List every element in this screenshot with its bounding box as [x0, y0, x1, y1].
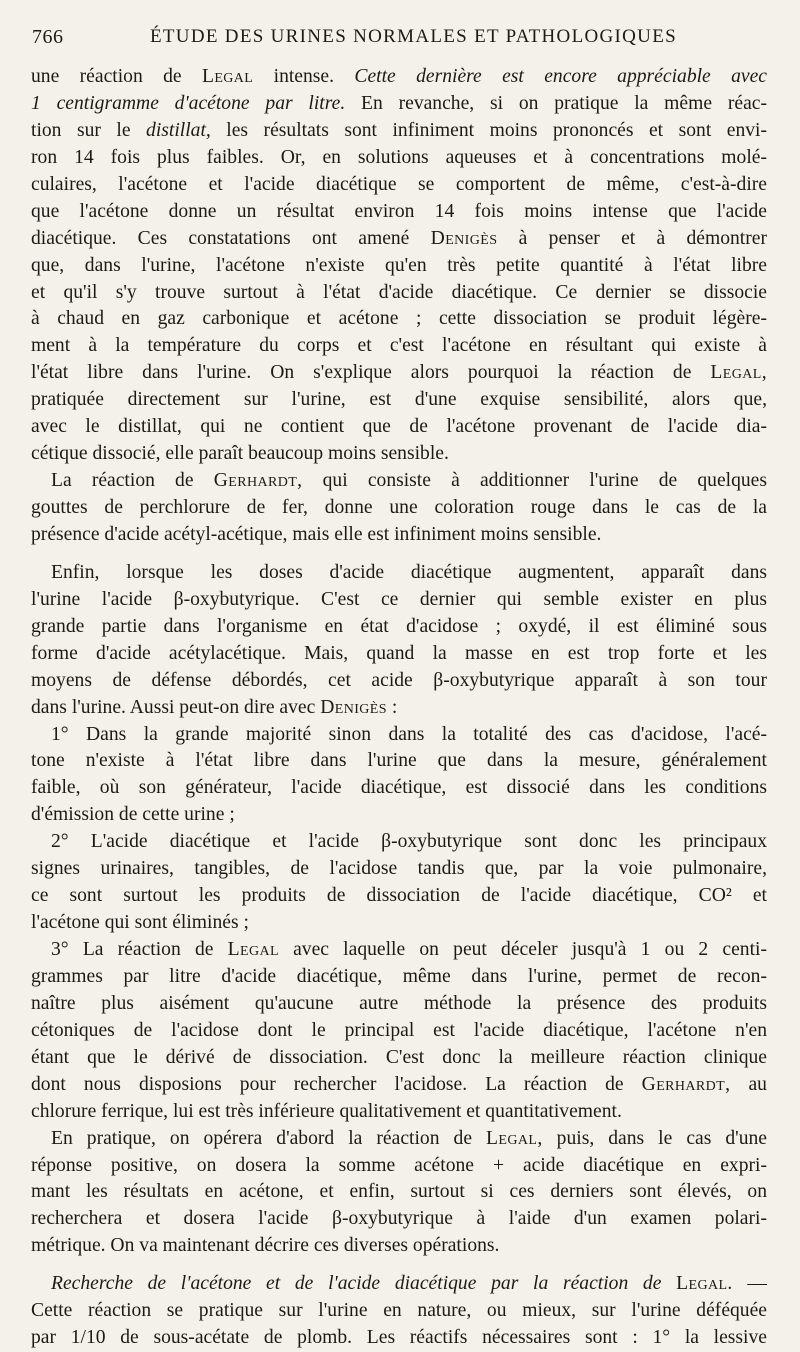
text-run: présence d'acide acétyl-acétique, mais elle est infiniment moins sensible. — [31, 523, 602, 545]
paragraph — [31, 1126, 767, 1261]
text-run: cétique dissocié, elle paraît beaucoup moins sensible. — [31, 443, 449, 465]
text-run: dont nous disposions pour rechercher l'acidose. La réaction de — [31, 1073, 642, 1095]
text-line — [31, 1271, 767, 1298]
text-run: chlorure ferrique, lui est très inférieure qualitativement et quantitativement. — [31, 1100, 622, 1122]
text-run: l'urine l'acide β-oxybutyrique. C'est ce dernier qui semble exister en plus — [31, 588, 767, 610]
text-line — [31, 1126, 767, 1153]
text-line — [31, 253, 767, 280]
text-run: au — [730, 1073, 767, 1095]
text-run: qui consiste à additionner l'urine de quelques — [302, 470, 767, 492]
text-line — [31, 360, 767, 387]
text-line — [31, 414, 767, 441]
text-line — [31, 1045, 767, 1072]
text-run: dans l'urine. Aussi peut-on dire avec — [31, 696, 321, 718]
text-run: avec le distillat, qui ne contient que de l'acétone provenant de l'acide dia- — [31, 416, 767, 438]
text-run: l'état libre dans l'urine. On s'explique alors pourquoi la réaction de — [31, 362, 711, 384]
page-header — [32, 24, 778, 56]
text-run: signes urinaires, tangibles, de l'acidose tandis que, par la voie pulmonaire, — [31, 858, 767, 880]
text-run: forme d'acide acétylacétique. Mais, quand la masse en est trop forte et les — [31, 642, 767, 664]
author-name: Legal, — [710, 362, 767, 384]
text-line — [31, 1072, 767, 1099]
text-line — [31, 614, 767, 641]
page-number: 766 — [32, 26, 64, 48]
text-run: cétoniques de l'acidose dont le principal est l'acide diacétique, l'acétone n'en — [31, 1019, 767, 1041]
text-run: les résultats sont infiniment moins prononcés et sont envi- — [210, 119, 767, 141]
text-run: grammes par litre d'acide diacétique, même dans l'urine, permet de recon- — [31, 965, 767, 987]
text-line — [31, 802, 767, 829]
text-line — [31, 1298, 767, 1325]
text-run: diacétique. Ces constatations ont amené — [31, 227, 431, 249]
text-run: à chaud en gaz carbonique et acétone ; cette dissociation se produit légère- — [31, 308, 767, 330]
text-line — [31, 910, 767, 937]
text-run: intense. — [253, 66, 355, 87]
text-run: métrique. On va maintenant décrire ces diverses opérations. — [31, 1235, 500, 1257]
text-run: La réaction de — [51, 470, 214, 492]
text-run: En revanche, si on pratique la même réac- — [345, 92, 767, 114]
author-name: Gerhardt, — [213, 470, 303, 492]
text-line — [31, 495, 767, 522]
text-run: par 1/10 de sous-acétate de plomb. Les réactifs nécessaires sont : 1° la lessive — [31, 1327, 767, 1349]
paragraph — [31, 64, 767, 468]
text-line — [31, 1206, 767, 1233]
text-run: avec laquelle on peut déceler jusqu'à 1 ou 2 centi- — [278, 939, 767, 960]
text-run: et qu'il s'y trouve surtout à l'état d'acide diacétique. Ce dernier se dissocie — [31, 281, 767, 303]
text-run: pratiquée directement sur l'urine, est d'une exquise sensibilité, alors que, — [31, 389, 767, 411]
text-line — [31, 937, 767, 964]
text-run: faible, où son générateur, l'acide diacétique, est dissocié dans les conditions — [31, 777, 767, 799]
text-line — [31, 172, 767, 199]
text-line — [31, 145, 767, 172]
text-line — [31, 1233, 767, 1260]
text-run: que l'acétone donne un résultat environ 14 fois moins intense que l'acide — [31, 200, 767, 222]
paragraph — [31, 829, 767, 937]
text-line — [31, 1153, 767, 1180]
text-line — [31, 964, 767, 991]
text-run: d'émission de cette urine ; — [31, 804, 235, 826]
text-run: gouttes de perchlorure de fer, donne une coloration rouge dans le cas de la — [31, 497, 767, 518]
text-run: recherchera et dosera l'acide β-oxybutyrique à l'aide d'un examen polari- — [31, 1208, 767, 1230]
text-run: mant les résultats en acétone, et enfin, surtout si ces derniers sont élevés, on — [31, 1181, 767, 1203]
text-line — [31, 468, 767, 495]
text-line — [31, 748, 767, 775]
text-run: 3° La réaction de — [51, 939, 228, 960]
text-line — [31, 883, 767, 910]
text-run: étant que le dérivé de dissociation. C'est donc la meilleure réaction clinique — [31, 1046, 767, 1068]
author-name: Gerhardt, — [641, 1073, 731, 1095]
text-line — [31, 118, 767, 145]
italic-text: Recherche de l'acétone et de l'acide diacétique par la réaction de — [51, 1273, 677, 1295]
paragraph — [31, 468, 767, 549]
text-line — [31, 991, 767, 1018]
text-run: En pratique, on opérera d'abord la réaction de — [51, 1127, 487, 1149]
text-run: tion sur le — [31, 119, 147, 141]
text-line — [31, 64, 767, 91]
paragraph — [31, 1271, 767, 1352]
text-line — [31, 280, 767, 307]
text-run: naître plus aisément qu'aucune autre méthode la présence des produits — [31, 992, 767, 1014]
author-name: Denigès — [430, 227, 498, 249]
text-run: : — [386, 696, 398, 718]
text-line — [31, 1325, 767, 1352]
text-run: grande partie dans l'organisme en état d'acidose ; oxydé, il est éliminé sous — [31, 615, 767, 637]
paragraph — [31, 937, 767, 1126]
text-run: culaires, l'acétone et l'acide diacétique se comportent de même, c'est-à-dire — [31, 173, 767, 195]
author-name: Legal. — [676, 1273, 733, 1295]
text-run: tone n'existe à l'état libre dans l'urine que dans la mesure, généralement — [31, 750, 767, 772]
italic-text: distillat, — [146, 119, 211, 141]
italic-text: Cette dernière est encore appréciable avec — [354, 66, 767, 87]
text-run: puis, dans le cas d'une — [542, 1127, 767, 1149]
text-line — [31, 668, 767, 695]
text-run: ron 14 fois plus faibles. Or, en solutions aqueuses et à concentrations molé- — [31, 146, 767, 168]
text-line — [31, 91, 767, 118]
text-run: à penser et à démontrer — [497, 227, 767, 249]
paragraph — [31, 722, 767, 830]
text-run: Enfin, lorsque les doses d'acide diacétique augmentent, apparaît dans — [51, 561, 767, 583]
text-line — [31, 560, 767, 587]
text-line — [31, 722, 767, 749]
text-line — [31, 441, 767, 468]
text-run: — — [732, 1273, 767, 1295]
text-line — [31, 199, 767, 226]
text-run: 1° Dans la grande majorité sinon dans la totalité des cas d'acidose, l'acé- — [51, 723, 767, 745]
text-line — [31, 829, 767, 856]
text-line — [31, 306, 767, 333]
text-run: l'acétone qui sont éliminés ; — [31, 912, 249, 934]
text-line — [31, 226, 767, 253]
text-run: une réaction de — [31, 66, 202, 87]
text-run: ment à la température du corps et c'est l'acétone en résultant qui existe à — [31, 335, 767, 357]
text-line — [31, 522, 767, 549]
text-run: ce sont surtout les produits de dissociation de l'acide diacétique, CO² et — [31, 885, 767, 907]
paragraph-gap — [31, 1260, 767, 1271]
author-name: Legal — [201, 66, 254, 87]
text-run: Cette réaction se pratique sur l'urine en nature, ou mieux, sur l'urine déféquée — [31, 1300, 767, 1322]
text-line — [31, 387, 767, 414]
text-line — [31, 856, 767, 883]
text-run: que, dans l'urine, l'acétone n'existe qu'en très petite quantité à l'état libre — [31, 254, 767, 276]
text-line — [31, 333, 767, 360]
italic-text: 1 centigramme d'acétone par litre. — [31, 92, 346, 114]
text-line — [31, 1179, 767, 1206]
text-line — [31, 1018, 767, 1045]
author-name: Legal, — [486, 1127, 543, 1149]
body-text — [31, 64, 767, 1352]
running-title: ÉTUDE DES URINES NORMALES ET PATHOLOGIQUES — [150, 26, 677, 47]
text-line — [31, 1099, 767, 1126]
paragraph — [31, 560, 767, 722]
text-run: moyens de défense débordés, cet acide β-oxybutyrique apparaît à son tour — [31, 669, 767, 691]
author-name: Denigès — [320, 696, 387, 718]
text-run: réponse positive, on dosera la somme acétone + acide diacétique en expri- — [31, 1154, 767, 1176]
text-line — [31, 641, 767, 668]
text-line — [31, 587, 767, 614]
text-line — [31, 775, 767, 802]
author-name: Legal — [227, 939, 279, 960]
paragraph-gap — [31, 549, 767, 560]
text-line — [31, 695, 767, 722]
text-run: 2° L'acide diacétique et l'acide β-oxybutyrique sont donc les principaux — [51, 831, 767, 853]
